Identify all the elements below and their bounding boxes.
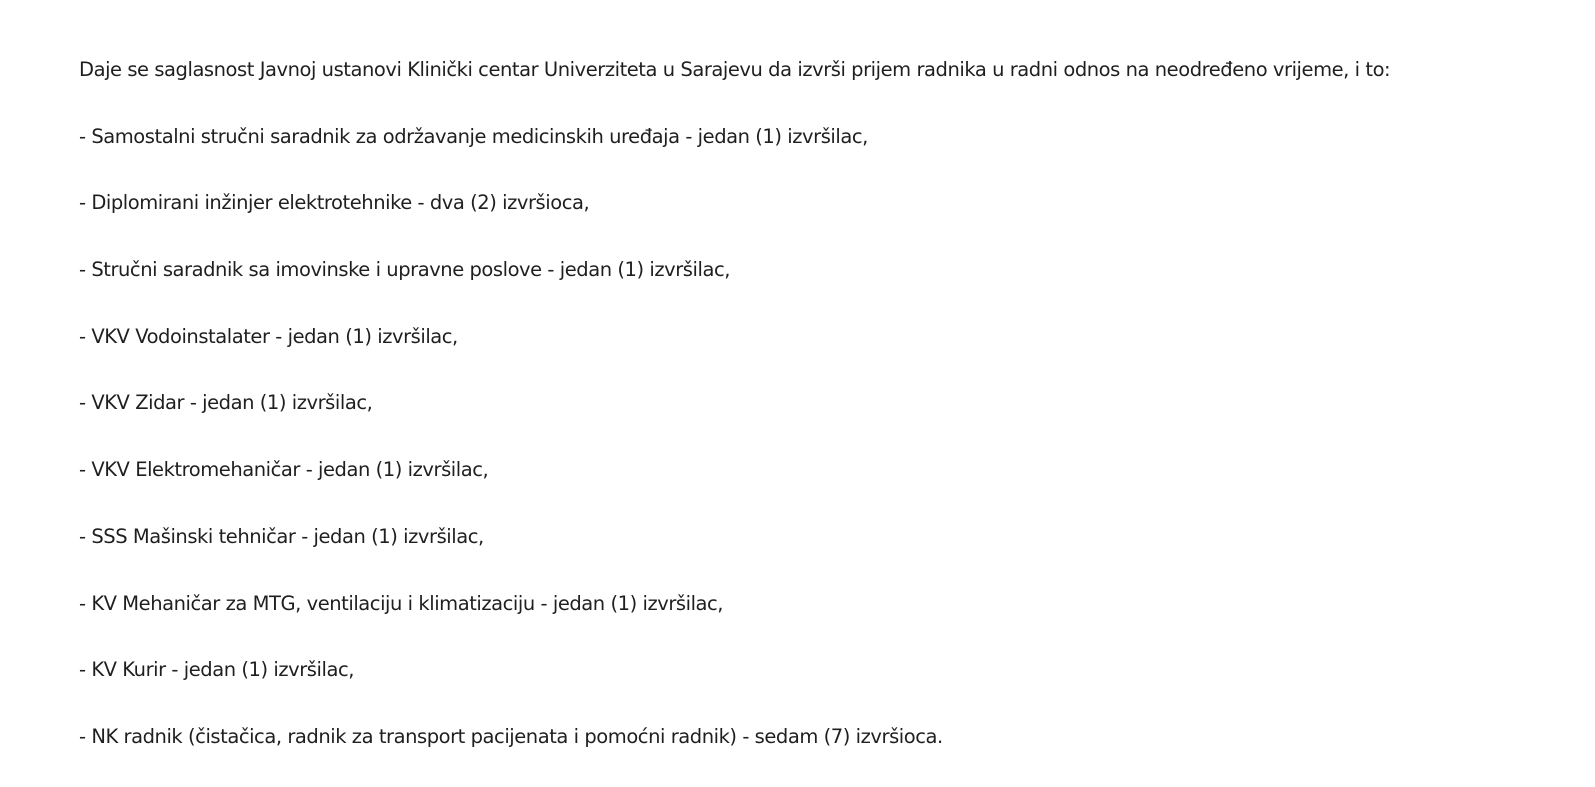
document-body xyxy=(79,53,1579,787)
list-item: - VKV Elektromehaničar - jedan (1) izvršilac, xyxy=(79,458,489,482)
list-item: - Samostalni stručni saradnik za održavanje medicinskih uređaja - jedan (1) izvršilac, xyxy=(79,124,868,148)
list-item: - KV Mehaničar za MTG, ventilaciju i klimatizaciju - jedan (1) izvršilac, xyxy=(79,591,724,615)
list-item: - KV Kurir - jedan (1) izvršilac, xyxy=(79,658,354,682)
list-item: - NK radnik (čistačica, radnik za transport pacijenata i pomoćni radnik) - sedam (7) izvršioca. xyxy=(79,724,943,748)
list-item: - VKV Vodoinstalater - jedan (1) izvršilac, xyxy=(79,324,458,348)
list-item: - VKV Zidar - jedan (1) izvršilac, xyxy=(79,391,373,415)
list-item: - Stručni saradnik sa imovinske i upravne poslove - jedan (1) izvršilac, xyxy=(79,258,730,282)
intro-paragraph: Daje se saglasnost Javnoj ustanovi Klinički centar Univerziteta u Sarajevu da izvrši prijem radnika u radni odnos na neodređeno vrijeme, i to: xyxy=(79,58,1391,81)
list-item: - Diplomirani inžinjer elektrotehnike - dva (2) izvršioca, xyxy=(79,191,590,215)
list-item: - SSS Mašinski tehničar - jedan (1) izvršilac, xyxy=(79,524,484,548)
